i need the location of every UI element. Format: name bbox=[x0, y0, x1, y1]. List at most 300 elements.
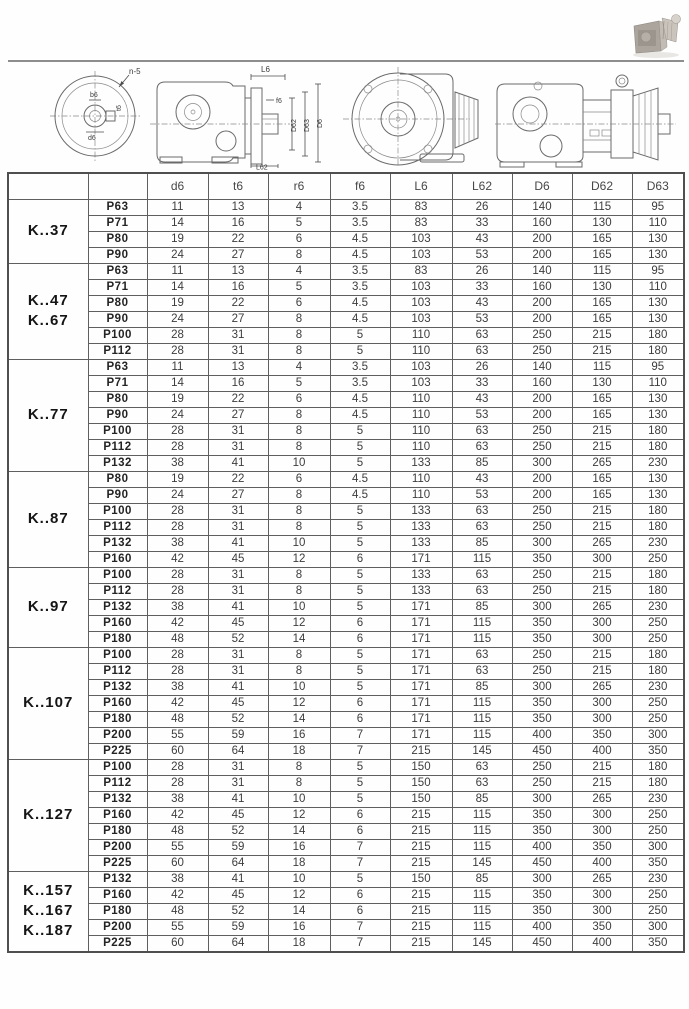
dim-value-L62: 63 bbox=[452, 567, 512, 583]
dim-value-t6: 52 bbox=[208, 903, 268, 919]
dim-value-D62: 130 bbox=[572, 279, 632, 295]
dim-value-r6: 8 bbox=[268, 247, 330, 263]
dim-value-f6: 6 bbox=[330, 823, 390, 839]
dim-value-D63: 130 bbox=[632, 247, 684, 263]
column-header-L62: L62 bbox=[452, 173, 512, 199]
dim-value-D63: 250 bbox=[632, 551, 684, 567]
dim-value-D63: 95 bbox=[632, 199, 684, 215]
motor-size-cell: P225 bbox=[88, 935, 147, 952]
dim-value-r6: 5 bbox=[268, 279, 330, 295]
group-label-line: K..77 bbox=[27, 406, 69, 423]
group-label bbox=[8, 199, 88, 263]
dim-value-r6: 12 bbox=[268, 887, 330, 903]
dim-value-L62: 85 bbox=[452, 535, 512, 551]
dim-value-L62: 115 bbox=[452, 823, 512, 839]
dim-value-D62: 215 bbox=[572, 519, 632, 535]
dim-value-D62: 215 bbox=[572, 567, 632, 583]
dim-value-D6: 450 bbox=[512, 935, 572, 952]
dim-value-D62: 165 bbox=[572, 295, 632, 311]
dim-value-t6: 27 bbox=[208, 487, 268, 503]
dim-value-D63: 180 bbox=[632, 343, 684, 359]
dim-value-r6: 10 bbox=[268, 535, 330, 551]
table-group-K..87 bbox=[8, 471, 684, 567]
dim-value-d6: 60 bbox=[147, 743, 208, 759]
dim-value-D62: 265 bbox=[572, 679, 632, 695]
dim-value-D6: 350 bbox=[512, 695, 572, 711]
dim-value-t6: 27 bbox=[208, 407, 268, 423]
dim-value-D63: 230 bbox=[632, 871, 684, 887]
corner-cell-motor bbox=[88, 173, 147, 199]
table-row bbox=[8, 423, 684, 439]
motor-size-cell: P112 bbox=[88, 775, 147, 791]
dim-value-f6: 6 bbox=[330, 711, 390, 727]
dim-value-D6: 250 bbox=[512, 343, 572, 359]
dim-value-L62: 85 bbox=[452, 679, 512, 695]
dim-value-t6: 16 bbox=[208, 279, 268, 295]
motor-size-cell: P100 bbox=[88, 759, 147, 775]
dim-value-D6: 250 bbox=[512, 647, 572, 663]
dim-value-D62: 165 bbox=[572, 487, 632, 503]
dim-value-L6: 171 bbox=[390, 551, 452, 567]
motor-size-cell: P63 bbox=[88, 263, 147, 279]
motor-size-cell: P112 bbox=[88, 343, 147, 359]
dim-label-D63: D63 bbox=[304, 119, 311, 132]
dim-value-D63: 250 bbox=[632, 807, 684, 823]
dim-value-D63: 180 bbox=[632, 503, 684, 519]
dim-value-t6: 52 bbox=[208, 823, 268, 839]
dim-value-d6: 38 bbox=[147, 679, 208, 695]
dim-value-D62: 300 bbox=[572, 711, 632, 727]
dim-label-b6: b6 bbox=[90, 92, 98, 99]
dim-value-L6: 83 bbox=[390, 199, 452, 215]
dim-value-d6: 19 bbox=[147, 391, 208, 407]
dim-value-f6: 5 bbox=[330, 455, 390, 471]
motor-size-cell: P225 bbox=[88, 855, 147, 871]
motor-size-cell: P160 bbox=[88, 615, 147, 631]
dim-value-L6: 171 bbox=[390, 695, 452, 711]
dim-value-r6: 12 bbox=[268, 807, 330, 823]
motor-size-cell: P100 bbox=[88, 567, 147, 583]
dim-value-L62: 63 bbox=[452, 775, 512, 791]
dim-value-t6: 59 bbox=[208, 919, 268, 935]
table-group-K..127 bbox=[8, 759, 684, 871]
flange-mounted-front-view bbox=[343, 67, 478, 166]
dim-value-D6: 250 bbox=[512, 327, 572, 343]
dim-value-D62: 300 bbox=[572, 695, 632, 711]
dim-value-D6: 250 bbox=[512, 519, 572, 535]
dim-value-L62: 63 bbox=[452, 519, 512, 535]
table-row bbox=[8, 551, 684, 567]
dim-value-D6: 160 bbox=[512, 215, 572, 231]
dim-value-D6: 300 bbox=[512, 679, 572, 695]
dim-value-t6: 13 bbox=[208, 199, 268, 215]
dim-label-f6: f6 bbox=[276, 98, 282, 105]
dim-value-D63: 110 bbox=[632, 279, 684, 295]
dim-value-D62: 265 bbox=[572, 455, 632, 471]
table-row bbox=[8, 935, 684, 952]
dim-value-D62: 165 bbox=[572, 407, 632, 423]
dim-value-t6: 31 bbox=[208, 775, 268, 791]
dim-value-r6: 12 bbox=[268, 615, 330, 631]
dim-value-f6: 3.5 bbox=[330, 359, 390, 375]
dim-value-D63: 180 bbox=[632, 775, 684, 791]
dim-value-f6: 5 bbox=[330, 327, 390, 343]
table-group-K..157-K..167-K..187 bbox=[8, 871, 684, 952]
dim-value-r6: 8 bbox=[268, 519, 330, 535]
dim-value-d6: 60 bbox=[147, 935, 208, 952]
dim-value-D63: 180 bbox=[632, 519, 684, 535]
dim-value-d6: 28 bbox=[147, 663, 208, 679]
dim-label-L62: L62 bbox=[256, 164, 268, 170]
dim-value-L6: 103 bbox=[390, 231, 452, 247]
dim-value-r6: 12 bbox=[268, 695, 330, 711]
motor-size-cell: P132 bbox=[88, 599, 147, 615]
dim-value-r6: 4 bbox=[268, 263, 330, 279]
table-row bbox=[8, 263, 684, 279]
group-label-line: K..87 bbox=[27, 510, 69, 527]
column-header-f6: f6 bbox=[330, 173, 390, 199]
dim-value-L6: 215 bbox=[390, 935, 452, 952]
dim-value-f6: 5 bbox=[330, 535, 390, 551]
dim-value-r6: 4 bbox=[268, 199, 330, 215]
group-label bbox=[8, 759, 88, 871]
dim-value-D6: 350 bbox=[512, 711, 572, 727]
dim-value-D62: 265 bbox=[572, 871, 632, 887]
table-row bbox=[8, 279, 684, 295]
dim-value-D6: 200 bbox=[512, 311, 572, 327]
header-row bbox=[8, 173, 684, 199]
dim-value-L6: 103 bbox=[390, 311, 452, 327]
motor-size-cell: P180 bbox=[88, 631, 147, 647]
table-row bbox=[8, 679, 684, 695]
dim-value-D62: 115 bbox=[572, 263, 632, 279]
dim-value-t6: 31 bbox=[208, 503, 268, 519]
dim-value-f6: 3.5 bbox=[330, 215, 390, 231]
dim-value-f6: 5 bbox=[330, 439, 390, 455]
dim-value-d6: 28 bbox=[147, 343, 208, 359]
dim-value-L6: 215 bbox=[390, 839, 452, 855]
dim-value-D62: 265 bbox=[572, 791, 632, 807]
dim-value-L62: 145 bbox=[452, 935, 512, 952]
technical-drawings bbox=[0, 62, 689, 170]
table-row bbox=[8, 327, 684, 343]
dim-value-f6: 5 bbox=[330, 503, 390, 519]
dim-value-L6: 110 bbox=[390, 391, 452, 407]
dim-value-D62: 215 bbox=[572, 775, 632, 791]
dim-value-D6: 200 bbox=[512, 231, 572, 247]
table-group-K..107 bbox=[8, 647, 684, 759]
dim-value-L62: 63 bbox=[452, 663, 512, 679]
dim-value-D63: 230 bbox=[632, 455, 684, 471]
dim-value-f6: 4.5 bbox=[330, 247, 390, 263]
dim-value-L6: 103 bbox=[390, 359, 452, 375]
dim-value-f6: 7 bbox=[330, 743, 390, 759]
dim-value-D6: 250 bbox=[512, 759, 572, 775]
dim-value-d6: 48 bbox=[147, 823, 208, 839]
dim-value-r6: 10 bbox=[268, 599, 330, 615]
dim-value-r6: 6 bbox=[268, 231, 330, 247]
dim-value-d6: 28 bbox=[147, 583, 208, 599]
corner-cell-group bbox=[8, 173, 88, 199]
dim-value-L6: 133 bbox=[390, 567, 452, 583]
dim-value-f6: 5 bbox=[330, 599, 390, 615]
dim-value-D63: 180 bbox=[632, 439, 684, 455]
table-row bbox=[8, 231, 684, 247]
dim-value-f6: 6 bbox=[330, 807, 390, 823]
motor-size-cell: P200 bbox=[88, 727, 147, 743]
dim-value-d6: 19 bbox=[147, 295, 208, 311]
dim-value-D6: 350 bbox=[512, 823, 572, 839]
dim-value-f6: 4.5 bbox=[330, 231, 390, 247]
dim-value-D63: 130 bbox=[632, 391, 684, 407]
dim-value-f6: 6 bbox=[330, 615, 390, 631]
dim-value-r6: 6 bbox=[268, 391, 330, 407]
dim-value-r6: 18 bbox=[268, 743, 330, 759]
dim-value-L6: 110 bbox=[390, 327, 452, 343]
dim-value-D62: 300 bbox=[572, 807, 632, 823]
dim-value-f6: 3.5 bbox=[330, 263, 390, 279]
table-group-K..77 bbox=[8, 359, 684, 471]
table-row bbox=[8, 471, 684, 487]
dim-value-L62: 33 bbox=[452, 375, 512, 391]
dim-value-D63: 180 bbox=[632, 759, 684, 775]
motor-size-cell: P132 bbox=[88, 535, 147, 551]
table-header bbox=[8, 173, 684, 199]
dim-value-t6: 22 bbox=[208, 471, 268, 487]
dim-value-f6: 5 bbox=[330, 791, 390, 807]
dim-value-d6: 60 bbox=[147, 855, 208, 871]
dim-value-D62: 265 bbox=[572, 535, 632, 551]
dim-value-d6: 11 bbox=[147, 263, 208, 279]
dim-value-r6: 16 bbox=[268, 727, 330, 743]
table-group-K..97 bbox=[8, 567, 684, 647]
dim-value-L62: 145 bbox=[452, 855, 512, 871]
dim-value-D62: 400 bbox=[572, 855, 632, 871]
dim-value-d6: 42 bbox=[147, 887, 208, 903]
dim-value-t6: 45 bbox=[208, 807, 268, 823]
motor-size-cell: P90 bbox=[88, 487, 147, 503]
dim-value-D63: 180 bbox=[632, 423, 684, 439]
dim-value-f6: 5 bbox=[330, 663, 390, 679]
dim-value-D6: 300 bbox=[512, 535, 572, 551]
dim-value-f6: 5 bbox=[330, 583, 390, 599]
dim-value-D63: 130 bbox=[632, 295, 684, 311]
table-row bbox=[8, 359, 684, 375]
dim-value-L62: 115 bbox=[452, 551, 512, 567]
dim-value-D63: 250 bbox=[632, 615, 684, 631]
dim-value-r6: 10 bbox=[268, 455, 330, 471]
dim-value-f6: 7 bbox=[330, 919, 390, 935]
table-row bbox=[8, 743, 684, 759]
dim-value-D62: 350 bbox=[572, 727, 632, 743]
dim-value-D6: 450 bbox=[512, 743, 572, 759]
dim-value-D63: 350 bbox=[632, 743, 684, 759]
dim-value-d6: 28 bbox=[147, 759, 208, 775]
dim-value-D63: 95 bbox=[632, 359, 684, 375]
dim-value-D63: 130 bbox=[632, 311, 684, 327]
group-label-line: K..107 bbox=[23, 694, 74, 711]
dim-value-D62: 215 bbox=[572, 343, 632, 359]
table-row bbox=[8, 663, 684, 679]
motor-size-cell: P160 bbox=[88, 887, 147, 903]
dim-value-L6: 171 bbox=[390, 599, 452, 615]
dim-value-f6: 5 bbox=[330, 519, 390, 535]
group-label-line: K..187 bbox=[23, 922, 74, 939]
dim-value-D62: 300 bbox=[572, 903, 632, 919]
flange-face-view bbox=[50, 67, 141, 161]
dim-value-D63: 250 bbox=[632, 695, 684, 711]
dim-value-D6: 200 bbox=[512, 487, 572, 503]
dim-value-r6: 8 bbox=[268, 423, 330, 439]
dim-value-L62: 85 bbox=[452, 871, 512, 887]
dim-value-L62: 43 bbox=[452, 391, 512, 407]
dim-value-D6: 450 bbox=[512, 855, 572, 871]
dim-value-r6: 8 bbox=[268, 311, 330, 327]
dim-value-D63: 350 bbox=[632, 855, 684, 871]
dim-value-D6: 350 bbox=[512, 903, 572, 919]
column-header-D63: D63 bbox=[632, 173, 684, 199]
dim-value-D62: 165 bbox=[572, 231, 632, 247]
dim-value-L62: 63 bbox=[452, 583, 512, 599]
dim-value-r6: 5 bbox=[268, 375, 330, 391]
dim-value-D62: 165 bbox=[572, 311, 632, 327]
dim-value-L62: 53 bbox=[452, 311, 512, 327]
dim-value-L62: 63 bbox=[452, 343, 512, 359]
dim-value-D6: 250 bbox=[512, 423, 572, 439]
motor-size-cell: P63 bbox=[88, 199, 147, 215]
table-row bbox=[8, 855, 684, 871]
dim-value-D63: 110 bbox=[632, 215, 684, 231]
dim-value-d6: 55 bbox=[147, 839, 208, 855]
column-header-D6: D6 bbox=[512, 173, 572, 199]
dim-value-t6: 41 bbox=[208, 599, 268, 615]
group-label bbox=[8, 647, 88, 759]
dim-value-d6: 48 bbox=[147, 903, 208, 919]
dim-value-L6: 133 bbox=[390, 583, 452, 599]
dim-value-r6: 8 bbox=[268, 327, 330, 343]
dim-value-L6: 103 bbox=[390, 295, 452, 311]
dim-value-L62: 53 bbox=[452, 407, 512, 423]
dim-value-r6: 4 bbox=[268, 359, 330, 375]
dim-value-r6: 8 bbox=[268, 663, 330, 679]
dim-value-L62: 26 bbox=[452, 199, 512, 215]
dim-value-L62: 115 bbox=[452, 711, 512, 727]
motor-size-cell: P63 bbox=[88, 359, 147, 375]
table-row bbox=[8, 919, 684, 935]
column-header-d6: d6 bbox=[147, 173, 208, 199]
motor-size-cell: P180 bbox=[88, 711, 147, 727]
dim-value-r6: 8 bbox=[268, 503, 330, 519]
dim-value-t6: 41 bbox=[208, 679, 268, 695]
dim-value-L6: 171 bbox=[390, 679, 452, 695]
table-row bbox=[8, 503, 684, 519]
dim-value-L6: 171 bbox=[390, 663, 452, 679]
motor-size-cell: P100 bbox=[88, 327, 147, 343]
group-label-line: K..67 bbox=[27, 312, 69, 329]
dim-value-t6: 41 bbox=[208, 455, 268, 471]
motor-size-cell: P200 bbox=[88, 839, 147, 855]
table-row bbox=[8, 791, 684, 807]
dim-value-t6: 41 bbox=[208, 535, 268, 551]
motor-size-cell: P160 bbox=[88, 551, 147, 567]
column-header-L6: L6 bbox=[390, 173, 452, 199]
dim-value-D6: 250 bbox=[512, 567, 572, 583]
dim-value-r6: 8 bbox=[268, 647, 330, 663]
gearbox-side-view-with-flange-dimensions bbox=[150, 65, 324, 170]
dim-value-D6: 160 bbox=[512, 375, 572, 391]
motor-size-cell: P100 bbox=[88, 647, 147, 663]
group-label-line: K..157 bbox=[23, 882, 74, 899]
dim-value-L6: 133 bbox=[390, 455, 452, 471]
dim-value-t6: 16 bbox=[208, 375, 268, 391]
dim-value-L62: 115 bbox=[452, 839, 512, 855]
dim-value-d6: 48 bbox=[147, 631, 208, 647]
table-row bbox=[8, 343, 684, 359]
motor-size-cell: P112 bbox=[88, 439, 147, 455]
dim-value-L62: 115 bbox=[452, 919, 512, 935]
dim-value-D6: 200 bbox=[512, 407, 572, 423]
dim-value-t6: 22 bbox=[208, 231, 268, 247]
dim-value-r6: 8 bbox=[268, 439, 330, 455]
dim-value-L62: 53 bbox=[452, 247, 512, 263]
dim-value-d6: 14 bbox=[147, 215, 208, 231]
table-row bbox=[8, 311, 684, 327]
gearbox-with-adapter-side-view bbox=[495, 75, 676, 167]
dim-value-r6: 18 bbox=[268, 935, 330, 952]
dim-value-t6: 31 bbox=[208, 439, 268, 455]
dim-value-t6: 64 bbox=[208, 935, 268, 952]
dim-value-f6: 7 bbox=[330, 855, 390, 871]
dim-value-t6: 31 bbox=[208, 663, 268, 679]
table-row bbox=[8, 439, 684, 455]
dim-value-d6: 38 bbox=[147, 791, 208, 807]
dim-value-d6: 55 bbox=[147, 727, 208, 743]
table-group-K..47-K..67 bbox=[8, 263, 684, 359]
dim-value-L6: 110 bbox=[390, 407, 452, 423]
table-row bbox=[8, 903, 684, 919]
dim-value-L62: 43 bbox=[452, 471, 512, 487]
table-row bbox=[8, 295, 684, 311]
dim-value-L6: 171 bbox=[390, 647, 452, 663]
dim-value-L62: 115 bbox=[452, 727, 512, 743]
dim-value-L6: 110 bbox=[390, 439, 452, 455]
table-row bbox=[8, 631, 684, 647]
dim-value-D62: 215 bbox=[572, 439, 632, 455]
motor-size-cell: P112 bbox=[88, 583, 147, 599]
group-label bbox=[8, 263, 88, 359]
dim-value-D63: 300 bbox=[632, 919, 684, 935]
dim-value-f6: 5 bbox=[330, 423, 390, 439]
dim-value-L6: 133 bbox=[390, 535, 452, 551]
dim-value-L62: 115 bbox=[452, 903, 512, 919]
dim-value-D63: 180 bbox=[632, 567, 684, 583]
dim-value-t6: 59 bbox=[208, 727, 268, 743]
dim-value-L62: 115 bbox=[452, 887, 512, 903]
dim-value-r6: 16 bbox=[268, 839, 330, 855]
dimension-table bbox=[7, 172, 685, 953]
dim-value-L6: 110 bbox=[390, 343, 452, 359]
dim-label-D6: D6 bbox=[317, 119, 324, 128]
dim-value-D63: 230 bbox=[632, 599, 684, 615]
group-label-line: K..97 bbox=[27, 598, 69, 615]
dim-value-r6: 6 bbox=[268, 471, 330, 487]
dim-value-d6: 19 bbox=[147, 231, 208, 247]
dim-value-L6: 215 bbox=[390, 823, 452, 839]
dim-value-L62: 63 bbox=[452, 327, 512, 343]
dim-value-r6: 8 bbox=[268, 583, 330, 599]
dim-value-D62: 400 bbox=[572, 743, 632, 759]
motor-size-cell: P71 bbox=[88, 215, 147, 231]
